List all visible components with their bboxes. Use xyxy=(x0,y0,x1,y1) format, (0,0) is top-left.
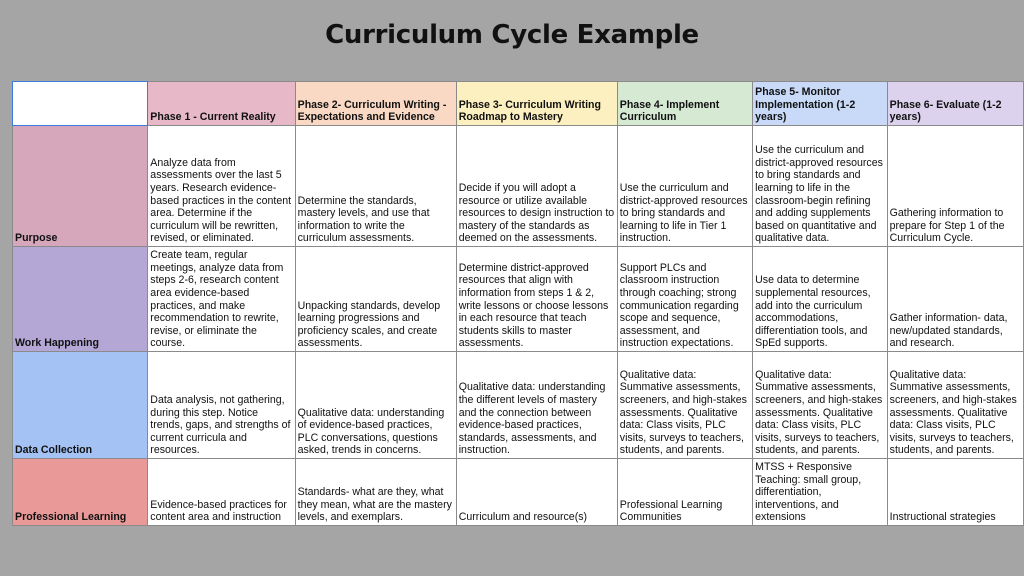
corner-cell[interactable] xyxy=(13,82,148,126)
table-cell[interactable]: Qualitative data: understanding the different levels of mastery and the connection between evidence-based practices, standards, assessments, and instruction. xyxy=(456,352,617,459)
table-cell[interactable]: Gather information- data, new/updated standards, and research. xyxy=(887,247,1023,352)
curriculum-cycle-table xyxy=(12,81,1024,526)
table-row-work-happening xyxy=(13,247,1024,352)
page-title: Curriculum Cycle Example xyxy=(325,20,699,50)
table-cell[interactable]: Determine district-approved resources that align with information from steps 1 & 2, write lessons or choose lessons in each resource that teach students skills to master assessments. xyxy=(456,247,617,352)
table-cell[interactable]: Qualitative data: Summative assessments, screeners, and high-stakes assessments. Qualitative data: Class visits, PLC visits, surveys to teachers, students, and parents. xyxy=(753,352,888,459)
table-cell[interactable]: Gathering information to prepare for Step 1 of the Curriculum Cycle. xyxy=(887,126,1023,247)
table-cell[interactable]: Curriculum and resource(s) xyxy=(456,459,617,526)
table-cell[interactable]: Use the curriculum and district-approved resources to bring standards and learning to life in Tier 1 instruction. xyxy=(617,126,752,247)
phase-header-5[interactable]: Phase 5- Monitor Implementation (1-2 years) xyxy=(753,82,888,126)
row-label-work-happening[interactable]: Work Happening xyxy=(13,247,148,352)
table-cell[interactable]: Decide if you will adopt a resource or utilize available resources to design instruction to mastery of the standards as deemed on the assessments. xyxy=(456,126,617,247)
table-cell[interactable]: MTSS + Responsive Teaching: small group, differentiation, interventions, and extensions xyxy=(753,459,888,526)
phase-header-1[interactable]: Phase 1 - Current Reality xyxy=(148,82,295,126)
table-cell[interactable]: Standards- what are they, what they mean, what are the mastery levels, and exemplars. xyxy=(295,459,456,526)
row-label-professional-learning[interactable]: Professional Learning xyxy=(13,459,148,526)
table-cell[interactable]: Create team, regular meetings, analyze data from steps 2-6, research content area evidence-based practices, and make recommendation to rewrite, revise, or eliminate the course. xyxy=(148,247,295,352)
table-cell[interactable]: Data analysis, not gathering, during this step. Notice trends, gaps, and strengths of current curricula and resources. xyxy=(148,352,295,459)
header-row xyxy=(13,82,1024,126)
table-cell[interactable]: Qualitative data: understanding of evidence-based practices, PLC conversations, questions asked, trends in concerns. xyxy=(295,352,456,459)
phase-header-4[interactable]: Phase 4- Implement Curriculum xyxy=(617,82,752,126)
table-cell[interactable]: Qualitative data: Summative assessments, screeners, and high-stakes assessments. Qualitative data: Class visits, PLC visits, surveys to teachers, students, and parents. xyxy=(887,352,1023,459)
phase-header-2[interactable]: Phase 2- Curriculum Writing - Expectations and Evidence xyxy=(295,82,456,126)
phase-header-3[interactable]: Phase 3- Curriculum Writing Roadmap to Mastery xyxy=(456,82,617,126)
table-row-purpose xyxy=(13,126,1024,247)
row-label-data-collection[interactable]: Data Collection xyxy=(13,352,148,459)
table-row-data-collection xyxy=(13,352,1024,459)
table-cell[interactable]: Evidence-based practices for content area and instruction xyxy=(148,459,295,526)
row-label-purpose[interactable]: Purpose xyxy=(13,126,148,247)
table-cell[interactable]: Professional Learning Communities xyxy=(617,459,752,526)
table-row-professional-learning xyxy=(13,459,1024,526)
table-cell[interactable]: Determine the standards, mastery levels, and use that information to write the curriculum assessments. xyxy=(295,126,456,247)
phase-header-6[interactable]: Phase 6- Evaluate (1-2 years) xyxy=(887,82,1023,126)
table-cell[interactable]: Instructional strategies xyxy=(887,459,1023,526)
table-cell[interactable]: Support PLCs and classroom instruction through coaching; strong communication regarding scope and sequence, assessment, and instruction expectations. xyxy=(617,247,752,352)
table-cell[interactable]: Unpacking standards, develop learning progressions and proficiency scales, and create assessments. xyxy=(295,247,456,352)
table-cell[interactable]: Use data to determine supplemental resources, add into the curriculum accommodations, differentiation tools, and SpEd supports. xyxy=(753,247,888,352)
table-cell[interactable]: Qualitative data: Summative assessments, screeners, and high-stakes assessments. Qualitative data: Class visits, PLC visits, surveys to teachers, students, and parents. xyxy=(617,352,752,459)
table-cell[interactable]: Use the curriculum and district-approved resources to bring standards and learning to life in the classroom-begin refining and adding supplements based on quantitative and qualitative data. xyxy=(753,126,888,247)
table-cell[interactable]: Analyze data from assessments over the last 5 years. Research evidence-based practices in the content area. Determine if the curriculum will be rewritten, revised, or eliminated. xyxy=(148,126,295,247)
